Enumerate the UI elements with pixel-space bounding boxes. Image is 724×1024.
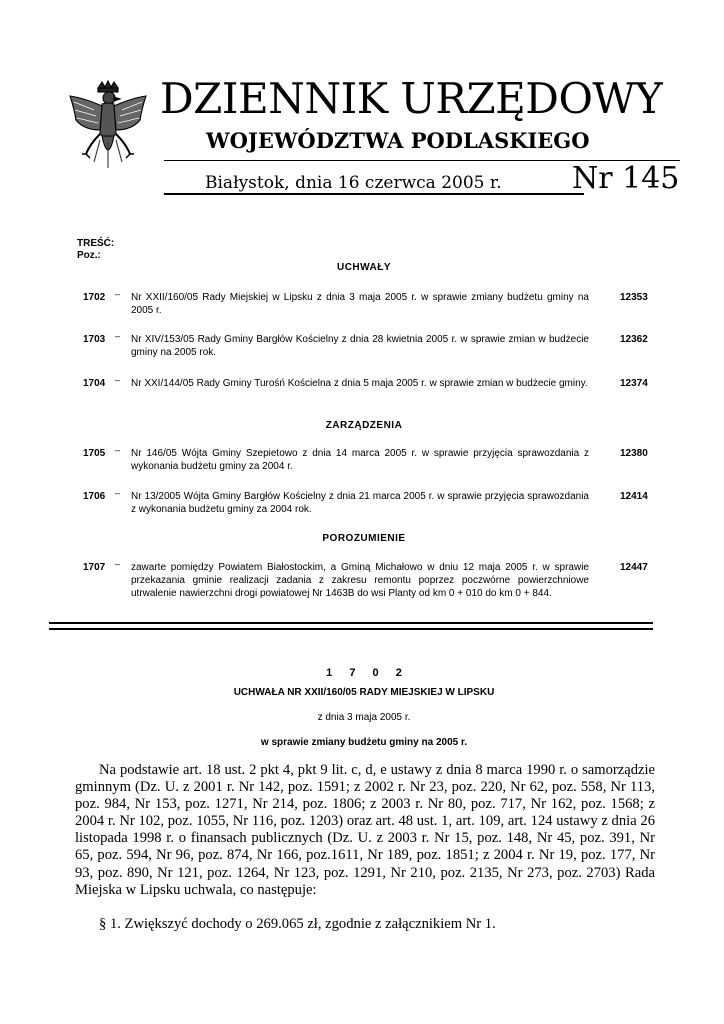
toc-entry-description: Nr XIV/153/05 Rady Gminy Bargłów Kościelny z dnia 28 kwietnia 2005 r. w sprawie zmian w budżecie gminy na 2005 rok. [131,334,589,358]
toc-entry-number: 1704 [83,378,106,389]
toc-entry-description: zawarte pomiędzy Powiatem Białostockim, a Gminą Michałowo w dniu 12 maja 2005 r. w sprawie przekazania gminie realizacji zadania z zakresu remontu poprzez poczwórne powierzchniowe utrwalenie nawierzchni drogi powiatowej Nr 1463B do wsi Planty od km 0 + 010 do km 0 + 844. [131,562,589,599]
toc-entry-dash: – [115,445,121,455]
toc-entry-dash: – [115,289,121,299]
toc-entry-page: 12447 [620,562,648,573]
header-divider-bottom [164,193,584,195]
toc-heading: TREŚĆ: [77,238,115,249]
polish-eagle-emblem-icon [64,78,152,182]
toc-entry-description: Nr 13/2005 Wójta Gminy Bargłów Kościelny z dnia 21 marca 2005 r. w sprawie przyjęcia sprawozdania z wykonania budżetu gminy za 2004 rok. [131,491,589,515]
toc-entry-page: 12353 [620,292,648,303]
journal-title: DZIENNIK URZĘDOWY [160,74,663,123]
toc-section-title: ZARZĄDZENIA [325,420,403,431]
journal-subtitle: WOJEWÓDZTWA PODLASKIEGO [206,128,590,153]
toc-section-title: POROZUMIENIE [322,533,406,544]
toc-entry-description: Nr XXII/160/05 Rady Miejskiej w Lipsku z dnia 3 maja 2005 r. w sprawie zmiany budżetu gminy na 2005 r. [131,292,589,316]
issue-date: Białystok, dnia 16 czerwca 2005 r. [205,173,502,193]
toc-entry-dash: – [115,559,121,569]
toc-entry-description: Nr 146/05 Wójta Gminy Szepietowo z dnia 14 marca 2005 r. w sprawie przyjęcia sprawozdania z wykonania budżetu gminy za 2004 r. [131,448,589,472]
toc-entry-number: 1706 [83,491,106,502]
toc-entry-number: 1705 [83,448,106,459]
act-subject: w sprawie zmiany budżetu gminy na 2005 r. [260,737,468,748]
act-title: UCHWAŁA NR XXII/160/05 RADY MIEJSKIEJ W LIPSKU [233,687,495,698]
toc-entry-page: 12380 [620,448,648,459]
act-date: z dnia 3 maja 2005 r. [317,712,411,723]
body-paragraph: Na podstawie art. 18 ust. 2 pkt 4, pkt 9 lit. c, d, e ustawy z dnia 8 marca 1990 r. o samorządzie gminnym (Dz. U. z 2001 r. Nr 142, poz. 1591; z 2002 r. Nr 23, poz. 220, Nr 62, poz. 558, Nr 113, poz. 984, Nr 153, poz. 1271, Nr 214, poz. 1806; z 2003 r. Nr 80, poz. 717, Nr 162, poz. 1568; z 2004 r. Nr 102, poz. 1055, Nr 116, poz. 1203) oraz art. 48 ust. 1, art. 109, art. 124 ustawy z dnia 26 listopada 1998 r. o finansach publicznych (Dz. U. z 2003 r. Nr 15, poz. 148, Nr 45, poz. 391, Nr 65, poz. 594, Nr 96, poz. 874, Nr 166, poz.1611, Nr 189, poz. 1851; z 2004 r. Nr 19, poz. 177, Nr 93, poz. 890, Nr 121, poz. 1264, Nr 123, poz. 1291, Nr 210, poz. 2135, Nr 273, poz. 2703) Rada Miejska w Lipsku uchwala, co następuje: [75,762,655,898]
toc-entry-dash: – [115,488,121,498]
toc-section-title: UCHWAŁY [336,262,392,273]
position-number: 1 7 0 2 [326,667,402,679]
toc-entry-number: 1703 [83,334,106,345]
toc-entry-dash: – [115,375,121,385]
toc-entry-number: 1707 [83,562,106,573]
toc-entry-description: Nr XXI/144/05 Rady Gminy Turośń Kościelna z dnia 5 maja 2005 r. w sprawie zmian w budżecie gminy. [131,378,588,389]
toc-pos-label: Poz.: [77,250,101,261]
toc-entry-page: 12414 [620,491,648,502]
toc-entry-number: 1702 [83,292,106,303]
toc-entry-page: 12374 [620,378,648,389]
body-paragraph: § 1. Zwiększyć dochody o 269.065 zł, zgodnie z załącznikiem Nr 1. [99,916,496,932]
issue-number: Nr 145 [572,161,680,196]
toc-entry-page: 12362 [620,334,648,345]
toc-end-divider [49,622,653,630]
toc-entry-dash: – [115,331,121,341]
